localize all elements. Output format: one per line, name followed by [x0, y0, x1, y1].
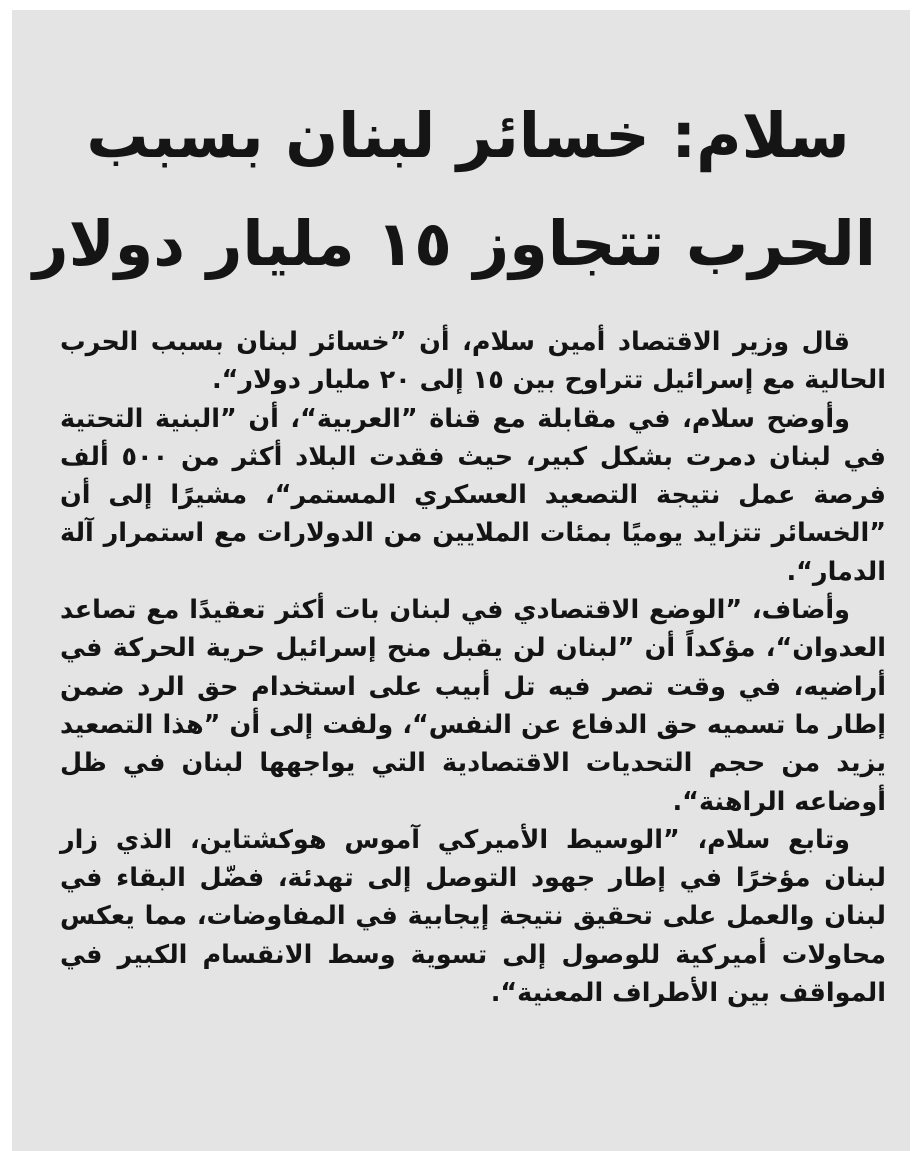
headline-line-2: الحرب تتجاوز ١٥ مليار دولار [32, 207, 876, 280]
headline [32, 82, 886, 298]
article-paragraph-1: قال وزير الاقتصاد أمين سلام، أن ”خسائر لبنان بسبب الحرب الحالية مع إسرائيل تتراوح بين ١٥ إلى ٢٠ مليار دولار“. [60, 327, 886, 396]
article-body [60, 323, 886, 1012]
article-paragraph-4: وتابع سلام، ”الوسيط الأميركي آموس هوكشتاين، الذي زار لبنان مؤخرًا في إطار جهود التوصل إلى تهدئة، فضّل البقاء في لبنان والعمل على تحقيق نتيجة إيجابية في المفاوضات، مما يعكس محاولات أميركية للوصول إلى تسوية وسط الانقسام الكبير في المواقف بين الأطراف المعنية“. [60, 824, 886, 1009]
news-article [32, 82, 886, 1012]
article-paragraph-2: وأوضح سلام، في مقابلة مع قناة ”العربية“، أن ”البنية التحتية في لبنان دمرت بشكل كبير، حيث فقدت البلاد أكثر من ٥٠٠ ألف فرصة عمل نتيجة التصعيد العسكري المستمر“، مشيرًا إلى أن ”الخسائر تتزايد يوميًا بمئات الملايين من الدولارات مع استمرار آلة الدمار“. [60, 403, 886, 587]
article-paragraph-3: وأضاف، ”الوضع الاقتصادي في لبنان بات أكثر تعقيدًا مع تصاعد العدوان“، مؤكداً أن ”لبنان لن يقبل منح إسرائيل حرية الحركة في أراضيه، في وقت تصر فيه تل أبيب على استخدام حق الرد ضمن إطار ما تسميه حق الدفاع عن النفس“، ولفت إلى أن ”هذا التصعيد يزيد من حجم التحديات الاقتصادية التي يواجهها لبنان في ظل أوضاعه الراهنة“. [60, 595, 886, 817]
headline-line-1: سلام: خسائر لبنان بسبب [86, 99, 850, 172]
newspaper-clipping [12, 10, 910, 1151]
